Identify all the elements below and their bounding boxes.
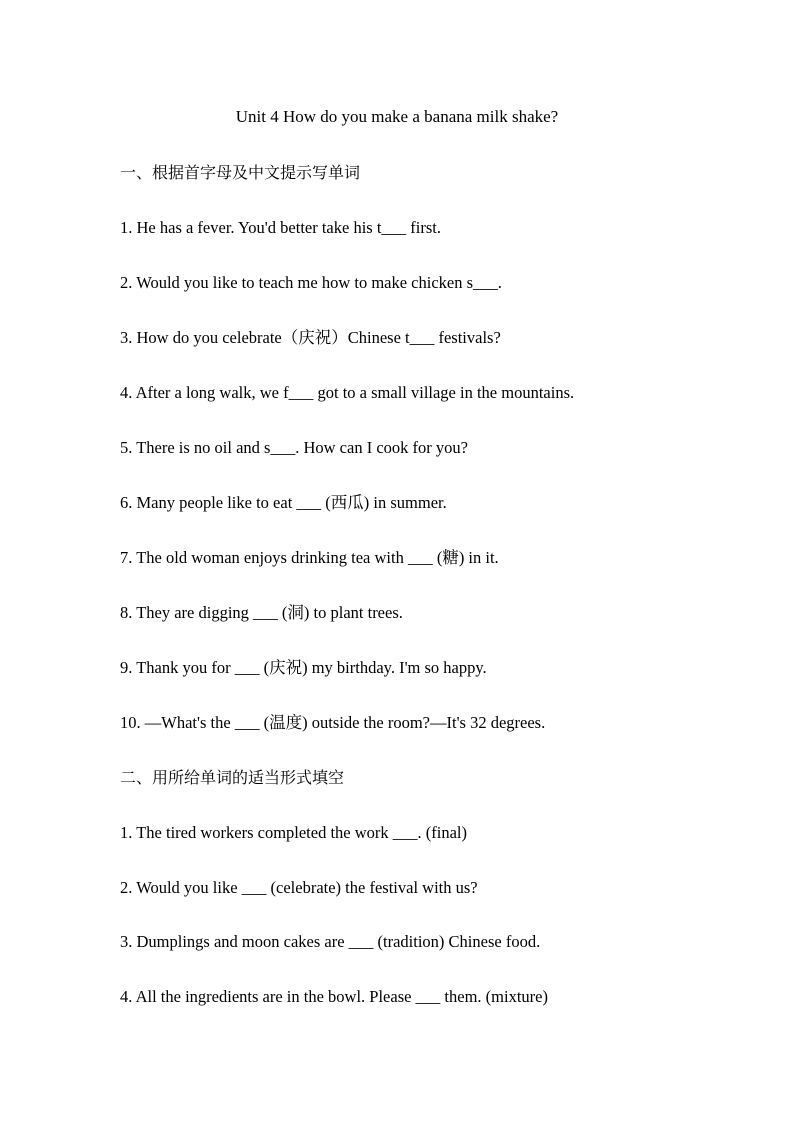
question-2-4: 4. All the ingredients are in the bowl. Please ___ them. (mixture) bbox=[120, 987, 548, 1006]
question-1-9: 9. Thank you for ___ (庆祝) my birthday. I'm so happy. bbox=[120, 658, 487, 677]
question-1-3: 3. How do you celebrate（庆祝）Chinese t___ festivals? bbox=[120, 328, 501, 347]
question-1-7: 7. The old woman enjoys drinking tea with ___ (糖) in it. bbox=[120, 548, 499, 567]
question-2-2: 2. Would you like ___ (celebrate) the festival with us? bbox=[120, 878, 478, 897]
question-1-5: 5. There is no oil and s___. How can I cook for you? bbox=[120, 438, 468, 457]
question-2-1: 1. The tired workers completed the work ___. (final) bbox=[120, 823, 468, 842]
question-1-10: 10. —What's the ___ (温度) outside the room?—It's 32 degrees. bbox=[120, 713, 546, 732]
page-title: Unit 4 How do you make a banana milk shake? bbox=[235, 107, 559, 126]
question-1-1: 1. He has a fever. You'd better take his t___ first. bbox=[120, 218, 441, 237]
section-heading-2: 二、用所给单词的适当形式填空 bbox=[120, 768, 345, 787]
section-heading-1: 一、根据首字母及中文提示写单词 bbox=[120, 163, 361, 182]
question-2-3: 3. Dumplings and moon cakes are ___ (tradition) Chinese food. bbox=[120, 932, 541, 951]
question-1-2: 2. Would you like to teach me how to make chicken s___. bbox=[120, 273, 502, 292]
question-1-4: 4. After a long walk, we f___ got to a small village in the mountains. bbox=[120, 383, 575, 402]
question-1-6: 6. Many people like to eat ___ (西瓜) in summer. bbox=[120, 493, 447, 512]
question-1-8: 8. They are digging ___ (洞) to plant trees. bbox=[120, 603, 403, 622]
